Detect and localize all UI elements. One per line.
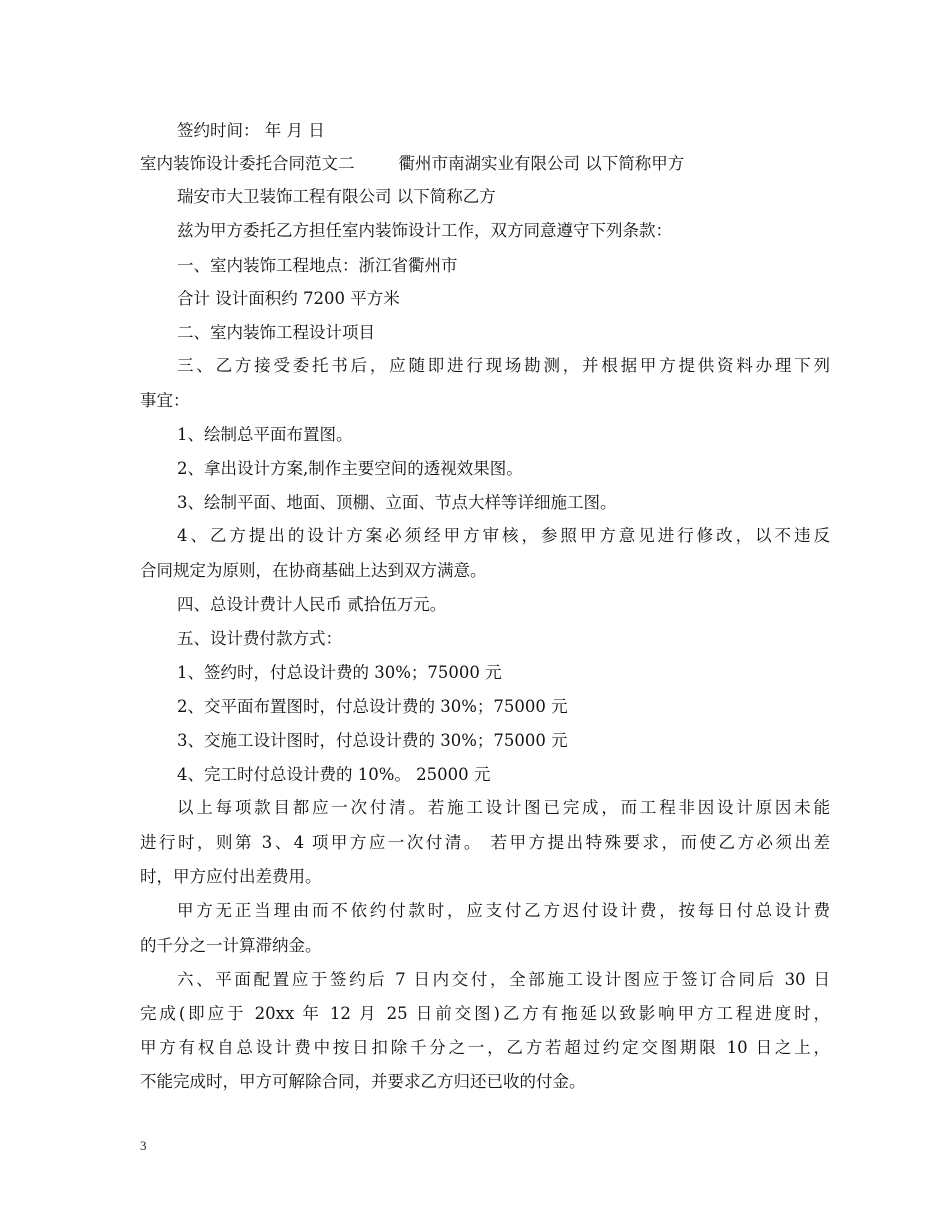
- clause-6-line-4: 不能完成时，甲方可解除合同，并要求乙方归还已收的付金。: [140, 1072, 586, 1091]
- payment-1: 1、签约时，付总设计费的 30%；75000 元: [177, 663, 502, 682]
- late-fee-line-2: 的千分之一计算滞纳金。: [140, 936, 322, 955]
- clause-6-line-2: 完成(即应于 20xx 年 12 月 25 日前交图)乙方有拖延以致影响甲方工程进度时，: [140, 1004, 830, 1023]
- party-b-line: 瑞安市大卫装饰工程有限公司 以下简称乙方: [177, 187, 496, 206]
- party-a-line: 衢州市南湖实业有限公司 以下简称甲方: [398, 154, 685, 173]
- payment-4: 4、完工时付总设计费的 10%。 25000 元: [177, 765, 491, 784]
- preamble-line: 兹为甲方委托乙方担任室内装饰设计工作，双方同意遵守下列条款：: [177, 221, 672, 240]
- item-2: 2、拿出设计方案,制作主要空间的透视效果图。: [177, 459, 523, 478]
- item-3: 3、绘制平面、地面、顶棚、立面、节点大样等详细施工图。: [177, 493, 617, 512]
- clause-6-line-3: 甲方有权自总设计费中按日扣除千分之一，乙方若超过约定交图期限 10 日之上，: [140, 1038, 830, 1057]
- contract-title: 室内装饰设计委托合同范文二: [140, 154, 355, 173]
- clause-4: 四、总设计费计人民币 贰拾伍万元。: [177, 595, 447, 614]
- clause-2: 二、室内装饰工程设计项目: [177, 323, 375, 342]
- item-4-line-1: 4、乙方提出的设计方案必须经甲方审核，参照甲方意见进行修改，以不违反: [177, 526, 830, 545]
- page-number: 3: [140, 1138, 147, 1153]
- clause-5: 五、设计费付款方式：: [177, 629, 342, 648]
- late-fee-line-1: 甲方无正当理由而不依约付款时，应支付乙方迟付设计费，按每日付总设计费: [177, 901, 830, 920]
- payment-note-line-1: 以上每项款目都应一次付清。若施工设计图已完成，而工程非因设计原因未能: [177, 798, 830, 817]
- sign-date-line: 签约时间： 年 月 日: [177, 121, 325, 140]
- payment-3: 3、交施工设计图时，付总设计费的 30%；75000 元: [177, 731, 568, 750]
- clause-3-line-2: 事宜：: [140, 391, 190, 410]
- clause-1-area: 合计 设计面积约 7200 平方米: [177, 289, 400, 308]
- item-4-line-2: 合同规定为原则，在协商基础上达到双方满意。: [140, 561, 487, 580]
- clause-1-location: 一、室内装饰工程地点：浙江省衢州市: [177, 256, 458, 275]
- payment-note-line-3: 时，甲方应付出差费用。: [140, 867, 322, 886]
- payment-2: 2、交平面布置图时，付总设计费的 30%；75000 元: [177, 697, 568, 716]
- clause-3-line-1: 三、乙方接受委托书后，应随即进行现场勘测，并根据甲方提供资料办理下列: [177, 356, 830, 375]
- item-1: 1、绘制总平面布置图。: [177, 425, 353, 444]
- payment-note-line-2: 进行时，则第 3、4 项甲方应一次付清。 若甲方提出特殊要求，而使乙方必须出差: [140, 833, 830, 852]
- clause-6-line-1: 六、平面配置应于签约后 7 日内交付，全部施工设计图应于签订合同后 30 日: [177, 970, 830, 989]
- contract-title-line: [140, 153, 830, 175]
